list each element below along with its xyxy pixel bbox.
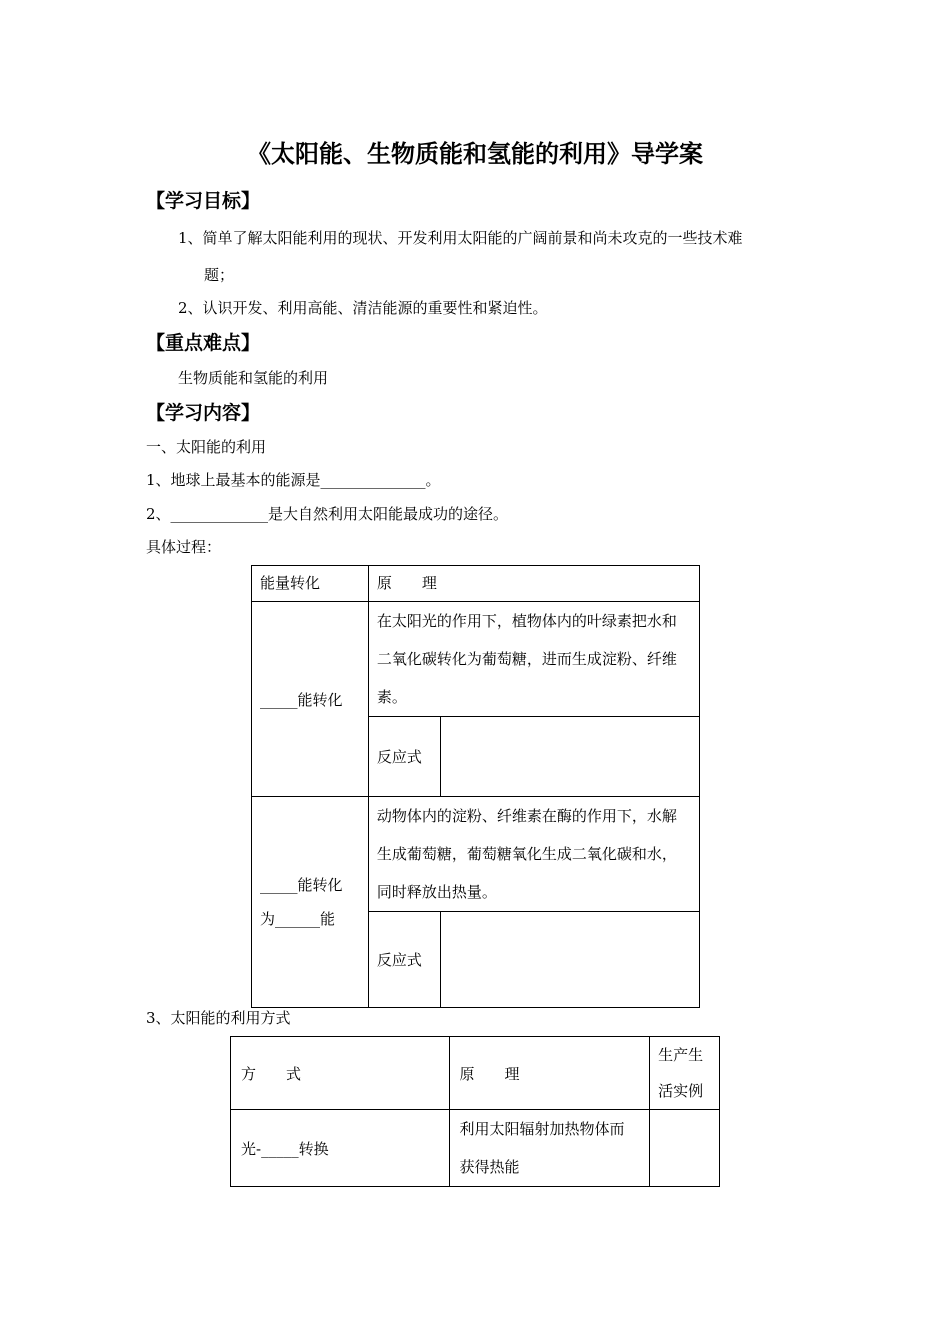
table1-header-conversion: 能量转化	[252, 566, 369, 602]
question-1: 1、地球上最基本的能源是______________。	[146, 471, 441, 489]
objective-1-line1: 1、简单了解太阳能利用的现状、开发利用太阳能的广阔前景和尚未攻克的一些技术难	[178, 229, 743, 247]
table1-row1-reaction-blank[interactable]	[440, 717, 699, 797]
question-2: 2、_____________是大自然利用太阳能最成功的途径。	[146, 505, 509, 523]
table1-row2-reaction-label: 反应式	[368, 912, 440, 1008]
content-heading: 【学习内容】	[146, 402, 261, 424]
objective-2: 2、认识开发、利用高能、清洁能源的重要性和紧迫性。	[178, 299, 548, 317]
table1-row2-principle: 动物体内的淀粉、纤维素在酶的作用下，水解生成葡萄糖，葡萄糖氧化生成二氧化碳和水，同时释放出热量。	[368, 797, 699, 912]
process-label: 具体过程：	[146, 538, 222, 556]
table1-row2-conversion-line2: 为______能	[260, 910, 336, 928]
table2-row1-example[interactable]	[650, 1110, 720, 1187]
objectives-heading: 【学习目标】	[146, 190, 261, 212]
table1-row1-conversion: _____能转化	[252, 602, 369, 797]
part1-heading: 一、太阳能的利用	[146, 438, 267, 456]
table1-row1-reaction-label: 反应式	[368, 717, 440, 797]
table2-row1-method: 光-_____转换	[231, 1110, 450, 1187]
table1-row1-principle: 在太阳光的作用下，植物体内的叶绿素把水和二氧化碳转化为葡萄糖，进而生成淀粉、纤维素。	[368, 602, 699, 717]
table2-row1-principle: 利用太阳辐射加热物体而获得热能	[449, 1110, 650, 1187]
page-title: 《太阳能、生物质能和氢能的利用》导学案	[247, 140, 703, 168]
question-3: 3、太阳能的利用方式	[146, 1009, 291, 1027]
table1-header-principle: 原 理	[368, 566, 699, 602]
keypoints-text: 生物质能和氢能的利用	[178, 369, 329, 387]
table2-header-principle: 原 理	[449, 1037, 650, 1110]
table1-row2-conversion-line1: _____能转化	[260, 876, 343, 894]
keypoints-heading: 【重点难点】	[146, 332, 261, 354]
table2-header-example: 生产生活实例	[650, 1037, 720, 1110]
table2-header-method: 方 式	[231, 1037, 450, 1110]
table1-row2-conversion	[252, 797, 369, 1008]
objective-1-line2: 题；	[204, 266, 235, 284]
table1-row2-reaction-blank[interactable]	[440, 912, 699, 1008]
solar-usage-table	[230, 1036, 720, 1187]
energy-conversion-table	[251, 565, 700, 1008]
